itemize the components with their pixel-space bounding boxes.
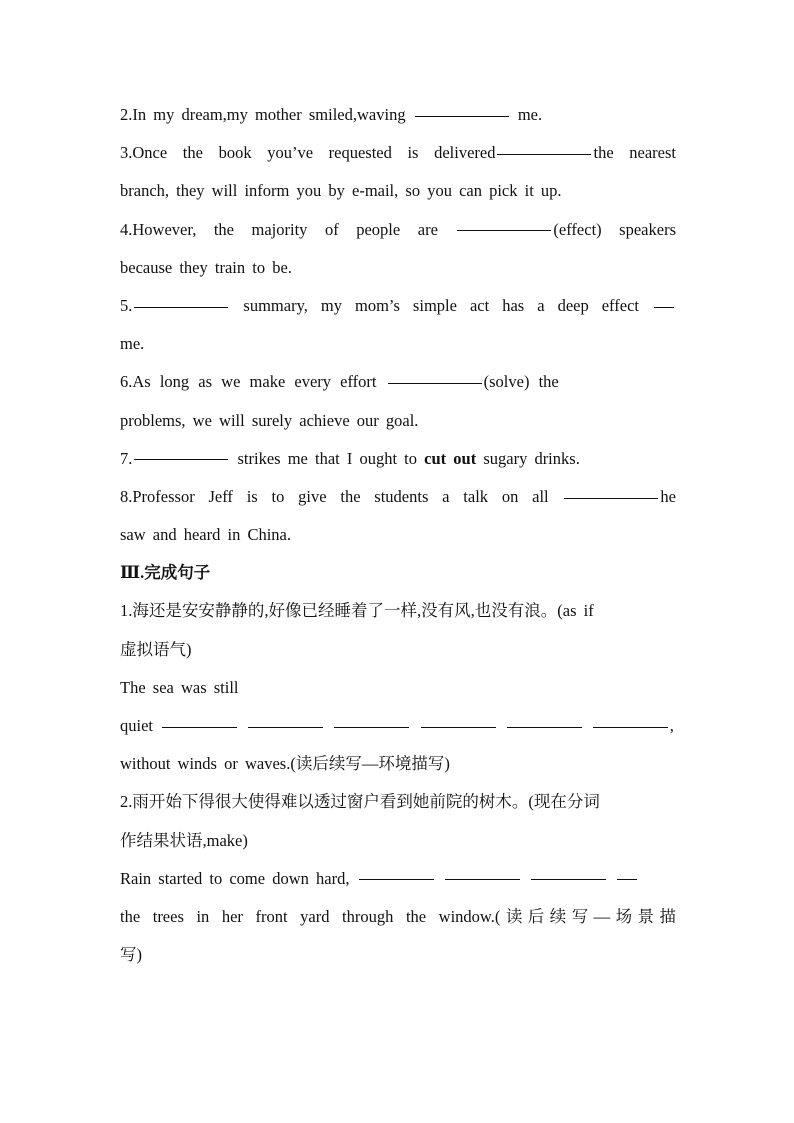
item-5-line-1 xyxy=(120,287,676,325)
item-5-text-end: me. xyxy=(120,334,145,354)
sentence-2-english-line-2 xyxy=(120,898,676,936)
item-3-line-2 xyxy=(120,172,676,210)
sentence-2-english-line-1 xyxy=(120,860,676,898)
answer-blank[interactable] xyxy=(388,382,482,384)
item-7-text: strikes me that I ought to xyxy=(237,448,418,468)
item-2-text-end: me. xyxy=(517,105,543,124)
answer-blank[interactable] xyxy=(593,726,668,728)
answer-blank[interactable] xyxy=(654,306,674,308)
item-3-text-end: branch, they will inform you by e-mail, so you can pick it up. xyxy=(120,181,562,201)
sentence-2-english-end: 写) xyxy=(120,945,142,965)
sentence-1-hint: 虚拟语气) xyxy=(120,639,192,659)
sentence-1-chinese-line-2 xyxy=(120,631,676,669)
answer-blank[interactable] xyxy=(415,115,509,117)
item-8-line-1 xyxy=(120,478,676,516)
answer-blank[interactable] xyxy=(617,878,637,880)
answer-blank[interactable] xyxy=(134,458,228,460)
answer-blank[interactable] xyxy=(359,878,434,880)
item-2-text: 2.In my dream,my mother smiled,waving xyxy=(120,105,406,124)
sentence-1-english-start: The sea was still xyxy=(120,677,239,697)
sentence-1-english-line-2 xyxy=(120,707,676,745)
sentence-2-chinese: 2.雨开始下得很大使得难以透过窗户看到她前院的树木。(现在分词 xyxy=(120,792,600,812)
item-8-text-mid: he xyxy=(660,486,676,506)
item-6-text: 6.As long as we make every effort xyxy=(120,372,377,392)
item-7-bold-phrase: cut out xyxy=(424,448,477,468)
item-6-line-2 xyxy=(120,402,676,440)
item-5-text: summary, my mom’s simple act has a deep effect xyxy=(243,295,639,315)
sentence-1-english-line-1 xyxy=(120,669,676,707)
item-7-number: 7. xyxy=(120,448,133,468)
item-3-text-mid: the nearest xyxy=(593,143,676,163)
item-3-line-1 xyxy=(120,134,676,172)
item-5-number: 5. xyxy=(120,295,133,315)
sentence-1-english-word: quiet xyxy=(120,716,153,735)
item-7-line-1 xyxy=(120,440,676,478)
exercise-content xyxy=(120,96,676,974)
item-4-line-1 xyxy=(120,211,676,249)
sentence-2-english-start: Rain started to come down hard, xyxy=(120,868,350,888)
answer-blank[interactable] xyxy=(248,726,323,728)
item-6-text-mid: (solve) the xyxy=(483,372,559,392)
item-4-text-mid: (effect) speakers xyxy=(553,219,676,239)
answer-blank[interactable] xyxy=(457,229,551,231)
sentence-1-chinese: 1.海还是安安静静的,好像已经睡着了一样,没有风,也没有浪。(as if xyxy=(120,601,594,621)
answer-blank[interactable] xyxy=(421,726,496,728)
sentence-2-chinese-line-2 xyxy=(120,822,676,860)
sentence-2-english-line-3 xyxy=(120,936,676,974)
answer-blank[interactable] xyxy=(134,306,228,308)
item-6-line-1 xyxy=(120,363,676,401)
item-4-line-2 xyxy=(120,249,676,287)
item-8-line-2 xyxy=(120,516,676,554)
item-4-text: 4.However, the majority of people are xyxy=(120,219,438,239)
answer-blank[interactable] xyxy=(334,726,409,728)
item-4-text-end: because they train to be. xyxy=(120,257,292,277)
answer-blank[interactable] xyxy=(507,726,582,728)
item-5-line-2 xyxy=(120,325,676,363)
sentence-1-comma: , xyxy=(669,716,674,735)
sentence-2-hint: 作结果状语,make) xyxy=(120,830,248,850)
answer-blank[interactable] xyxy=(564,497,658,499)
item-7-text-end: sugary drinks. xyxy=(483,448,580,468)
item-2-line-1 xyxy=(120,96,676,134)
answer-blank[interactable] xyxy=(445,878,520,880)
item-8-text: 8.Professor Jeff is to give the students a talk on all xyxy=(120,486,549,506)
item-8-text-end: saw and heard in China. xyxy=(120,525,291,545)
sentence-2-chinese-line-1 xyxy=(120,783,676,821)
section-3-heading: Ⅲ.完成句子 xyxy=(120,563,211,583)
answer-blank[interactable] xyxy=(497,153,591,155)
sentence-2-english-mid: the trees in her front yard through the window.(读后续写—场景描 xyxy=(120,906,676,926)
sentence-1-chinese-line-1 xyxy=(120,592,676,630)
item-3-text: 3.Once the book you’ve requested is delivered xyxy=(120,143,496,163)
sentence-1-english-end: without winds or waves.(读后续写—环境描写) xyxy=(120,754,450,774)
answer-blank[interactable] xyxy=(162,726,237,728)
sentence-1-english-line-3 xyxy=(120,745,676,783)
item-6-text-end: problems, we will surely achieve our goal. xyxy=(120,410,419,430)
answer-blank[interactable] xyxy=(531,878,606,880)
